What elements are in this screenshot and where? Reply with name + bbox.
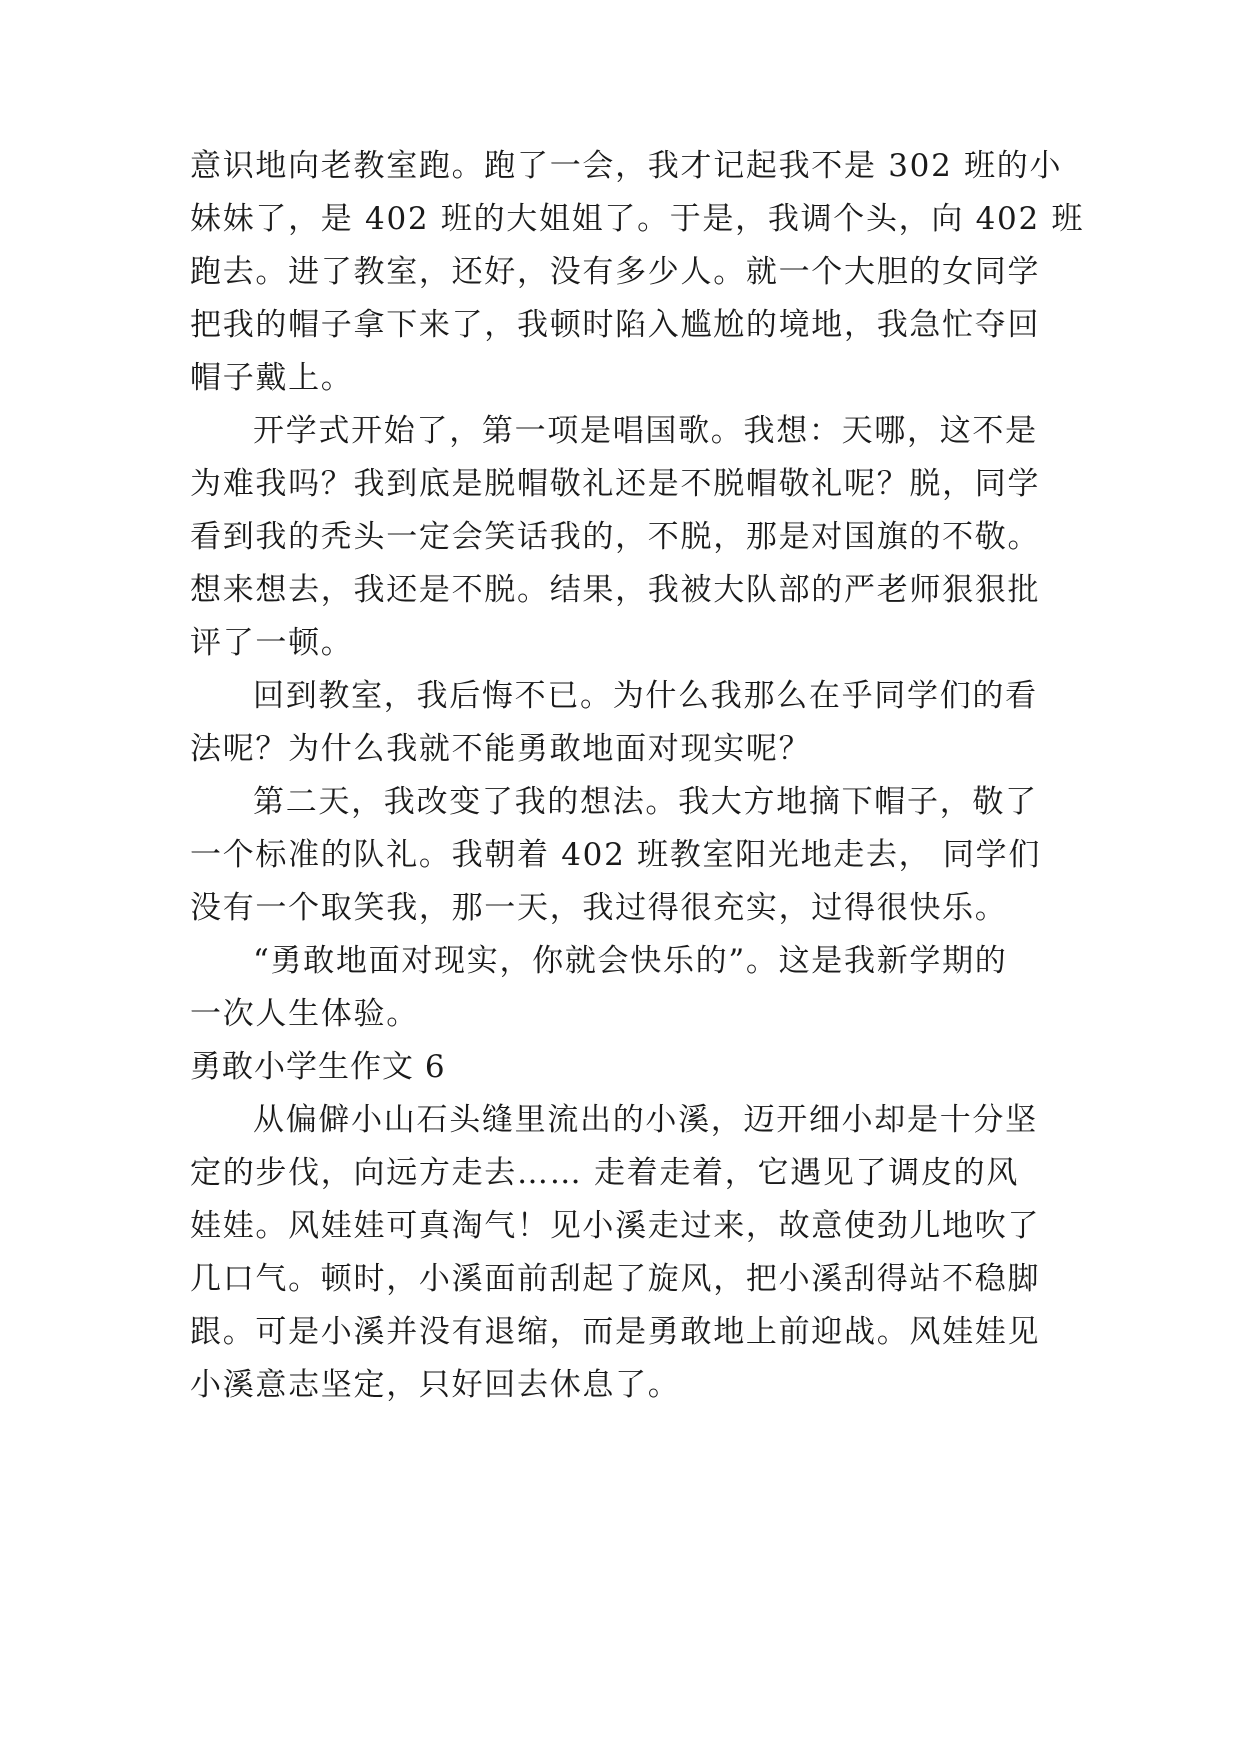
text-line: 从偏僻小山石头缝里流出的小溪，迈开细小却是十分坚 [253,1102,1038,1138]
text-line: “勇敢地面对现实，你就会快乐的”。这是我新学期的 [253,943,1008,979]
text-line: 一个标准的队礼。我朝着 402 班教室阳光地走去， 同学们 [190,837,1042,873]
text-line: 意识地向老教室跑。跑了一会，我才记起我不是 302 班的小 [190,148,1063,184]
text-line: 第二天，我改变了我的想法。我大方地摘下帽子，敬了 [253,784,1038,820]
section-heading: 勇敢小学生作文 6 [190,1049,446,1085]
text-line: 评了一顿。 [190,625,354,661]
text-line: 定的步伐，向远方走去…… 走着走着，它遇见了调皮的风 [190,1155,1020,1191]
text-line: 一次人生体验。 [190,996,419,1032]
text-line: 帽子戴上。 [190,360,354,396]
text-line: 回到教室，我后悔不已。为什么我那么在乎同学们的看 [253,678,1038,714]
text-line: 把我的帽子拿下来了，我顿时陷入尴尬的境地，我急忙夺回 [190,307,1041,343]
text-line: 娃娃。风娃娃可真淘气！见小溪走过来，故意使劲儿地吹了 [190,1208,1041,1244]
text-line: 开学式开始了，第一项是唱国歌。我想：天哪，这不是 [253,413,1038,449]
text-line: 妹妹了，是 402 班的大姐姐了。于是，我调个头，向 402 班 [190,201,1085,237]
text-line: 为难我吗？我到底是脱帽敬礼还是不脱帽敬礼呢？脱，同学 [190,466,1041,502]
text-line: 法呢？为什么我就不能勇敢地面对现实呢？ [190,731,812,767]
text-line: 几口气。顿时，小溪面前刮起了旋风，把小溪刮得站不稳脚 [190,1261,1041,1297]
text-line: 跟。可是小溪并没有退缩，而是勇敢地上前迎战。风娃娃见 [190,1314,1041,1350]
text-line: 想来想去，我还是不脱。结果，我被大队部的严老师狠狠批 [190,572,1041,608]
text-line: 没有一个取笑我，那一天，我过得很充实，过得很快乐。 [190,890,1008,926]
text-line: 小溪意志坚定，只好回去休息了。 [190,1367,681,1403]
text-line: 看到我的秃头一定会笑话我的，不脱，那是对国旗的不敬。 [190,519,1041,555]
text-line: 跑去。进了教室，还好，没有多少人。就一个大胆的女同学 [190,254,1041,290]
